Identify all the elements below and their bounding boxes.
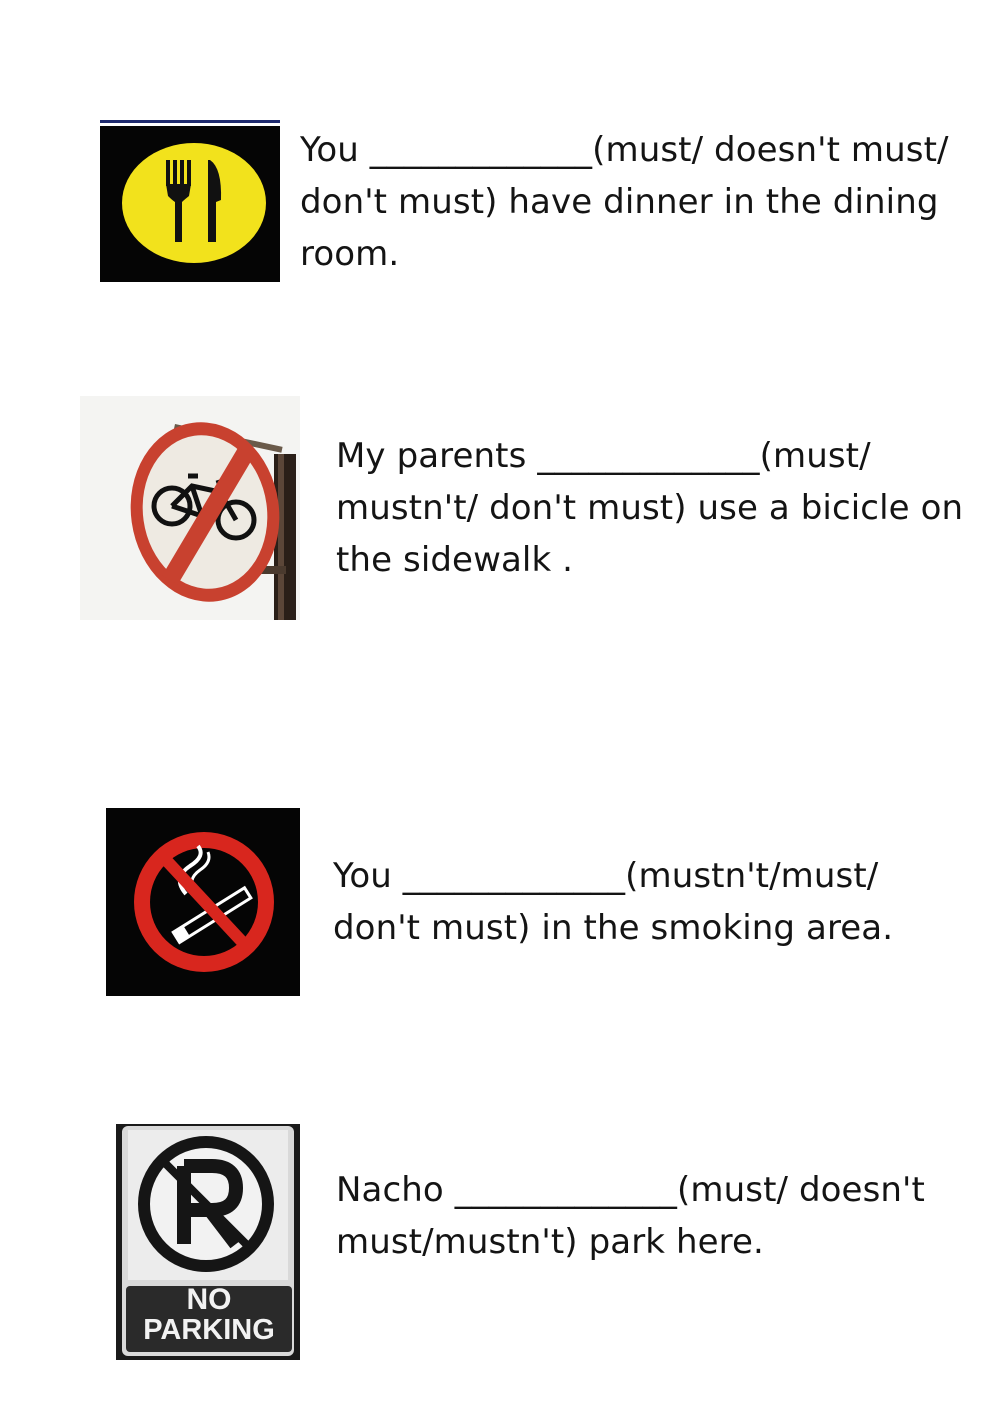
fork-knife-icon — [100, 120, 280, 282]
no-smoking-sign-image — [106, 808, 300, 996]
exercise-2-sentence: My parents _____________(must/ mustn't/ don't must) use a bicicle on the sidewalk . — [336, 436, 964, 580]
no-bicycle-icon — [80, 396, 300, 620]
no-parking-label-line2: PARKING — [143, 1314, 275, 1346]
no-parking-label-line1: NO — [186, 1283, 232, 1316]
no-parking-sign-image — [116, 1124, 300, 1360]
no-bicycle-sign-image — [80, 396, 300, 620]
exercise-4-sentence: Nacho _____________(must/ doesn't must/mustn't) park here. — [336, 1170, 925, 1262]
dining-sign-image — [100, 120, 280, 282]
exercise-1-sentence: You _____________(must/ doesn't must/ don't must) have dinner in the dining room. — [300, 130, 949, 274]
exercise-3-sentence: You _____________(mustn't/must/ don't must) in the smoking area. — [333, 856, 894, 948]
no-smoking-icon — [106, 808, 300, 996]
